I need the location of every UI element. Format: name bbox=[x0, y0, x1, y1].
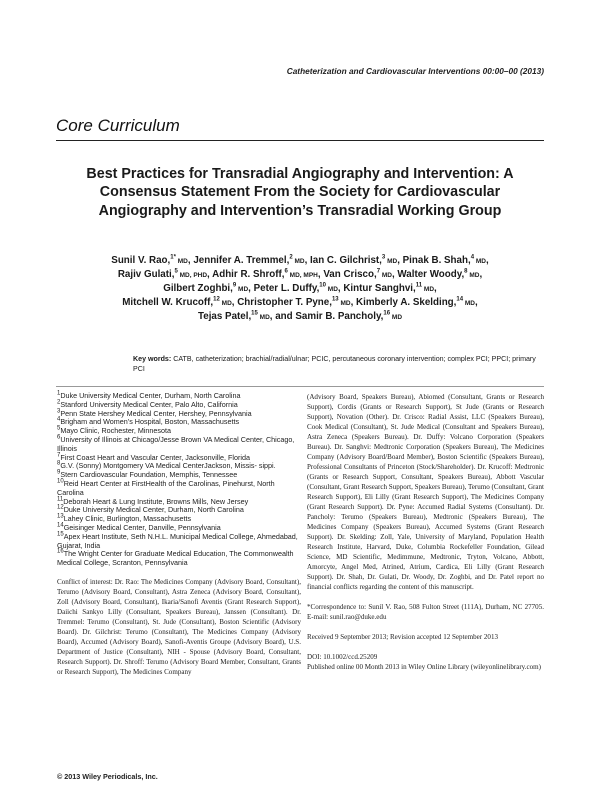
author-degree: MD bbox=[257, 314, 270, 321]
author-degree: MD bbox=[422, 286, 435, 293]
author-name: Gilbert Zoghbi, bbox=[163, 283, 233, 294]
author-name: Sunil V. Rao, bbox=[111, 255, 171, 266]
keywords-label: Key words: bbox=[133, 355, 172, 363]
author-degree: MD bbox=[292, 258, 305, 265]
journal-header: Catheterization and Cardiovascular Interventions 00:00–00 (2013) bbox=[286, 66, 544, 76]
author-name: Kintur Sanghvi, bbox=[343, 283, 416, 294]
affiliation-number: 1 bbox=[57, 390, 61, 397]
author bbox=[111, 255, 188, 266]
author-affiliation-number: 11 bbox=[415, 282, 423, 289]
affiliation-text: University of Illinois at Chicago/Jesse Brown VA Medical Center, Chicago, Illinois bbox=[57, 434, 295, 453]
author-affiliation-number: 2 bbox=[289, 254, 293, 261]
received-dates: Received 9 September 2013; Revision accepted 12 September 2013 bbox=[307, 633, 498, 641]
author-affiliation-number: 16 bbox=[383, 310, 391, 317]
affiliation-number: 5 bbox=[57, 425, 61, 432]
author-name: Jennifer A. Tremmel, bbox=[193, 255, 290, 266]
conflict-continued: (Advisory Board, Speakers Bureau), Abiomed (Consultant, Grants or Research Support), Cordis (Grants or Research Support), St Jude (Grants or Research Support), Novation (Other). Dr. Crisco: Radial Assist, LLC (Speakers Bureau), Cook Medical (Consultant), St. Jude Medical (Consultant and Speakers Bureau), Astra Zeneca (Speakers Bureau). Dr. Duffy: Volcano Corporation (Speakers Bureau). Dr. Sanghvi: Medtronic Corporation (Speakers Bureau), The Medicines Company (Advisory Board/Board Member), Boston Scientific (Speakers Bureau), Professional Consultants of Princeton (Stock/Shareholder). Dr. Krucoff: Medtronic (Grants or Research Support, Consultant, Speakers Bureau), Abbott Vascular (Consultant, Grant Research Support, Speakers Bureau), Terumo (Consultant, Grant Research Support), Eli Lilly (Grant Research Support), The Medicines Company (Grant Research Support). Dr. Pyne: Accumed Radial Systems (Consultant). Dr. Pancholy: Terumo (Speakers Bureau), Medtronic (Speakers Bureau), The Medicines Company (Speakers Bureau), Accumed Systems (Grant Research Support). Dr. Skelding: Zoll, Yale, University of Maryland, Population Health Research Institute, Harvard, Duke, Columbia Rockefeller Foundation, Gilead Science, MD Scientific, Medimmune, Medtronic, Tryton, Volcano, Abbott, Amorcyte, Angel Med, Atrined, Atrium, Cardica, Eli Lilly (Grant Research Support). Dr. Shah, Dr. Gulati, Dr. Woody, Dr. Zoghbi, and Dr. Patel report no financial conflicts regarding the content of this manuscript. bbox=[307, 393, 544, 591]
author-name: Christopher T. Pyne, bbox=[237, 297, 332, 308]
author-degree: MD bbox=[175, 258, 188, 265]
affiliation-text: G.V. (Sonny) Montgomery VA Medical CenterJackson, Missis- sippi. bbox=[60, 461, 276, 471]
affiliation-number: 15 bbox=[57, 531, 64, 538]
affiliation-number: 3 bbox=[57, 408, 61, 415]
affiliation-text: Lahey Clinic, Burlington, Massachusetts bbox=[63, 514, 192, 524]
header-rule bbox=[56, 140, 544, 141]
author bbox=[237, 297, 350, 308]
author-name: Mitchell W. Krucoff, bbox=[122, 297, 214, 308]
author-name: Kimberly A. Skelding, bbox=[356, 297, 457, 308]
affiliation-number: 8 bbox=[57, 460, 61, 467]
author-line: Gilbert Zoghbi,$^9$ MD, Peter L. Duffy,$^{10}$ MD, Kintur Sanghvi,$^{11}$ MD, bbox=[163, 282, 437, 294]
author bbox=[122, 297, 232, 308]
affiliation-number: 2 bbox=[57, 399, 61, 406]
author-degree: MD bbox=[325, 286, 338, 293]
author-affiliation-number: 8 bbox=[464, 268, 468, 275]
author-affiliation-number: 15 bbox=[251, 310, 258, 317]
affiliation-number: 16 bbox=[57, 548, 64, 555]
author bbox=[343, 283, 434, 294]
author-name: Van Crisco, bbox=[323, 269, 377, 280]
author bbox=[323, 269, 392, 280]
author-name: Ian C. Gilchrist, bbox=[310, 255, 382, 266]
author bbox=[397, 269, 479, 280]
affiliation-number: 13 bbox=[57, 513, 64, 520]
author-name: Adhir R. Shroff, bbox=[212, 269, 285, 280]
affiliation-text: Apex Heart Institute, Seth N.H.L. Municipal Medical College, Ahmedabad, Gujarat, India bbox=[57, 531, 298, 550]
affiliation-number: 11 bbox=[57, 496, 64, 503]
affiliation-item bbox=[57, 533, 300, 551]
author-degree: MD bbox=[390, 314, 403, 321]
author bbox=[310, 255, 397, 266]
affiliation-text: Mayo Clinic, Rochester, Minnesota bbox=[60, 426, 171, 436]
affiliation-text: Stanford University Medical Center, Palo Alto, California bbox=[60, 399, 238, 409]
affiliation-number: 14 bbox=[57, 522, 64, 529]
correspondence: *Correspondence to: Sunil V. Rao, 508 Fulton Street (111A), Durham, NC 27705. E-mail: sunil.rao@duke.edu bbox=[307, 603, 544, 621]
author-affiliation-number: 6 bbox=[284, 268, 288, 275]
author bbox=[403, 255, 486, 266]
copyright: © 2013 Wiley Periodicals, Inc. bbox=[57, 772, 158, 781]
affiliation-number: 9 bbox=[57, 469, 61, 476]
author-name: Tejas Patel, bbox=[197, 311, 252, 322]
author bbox=[275, 311, 402, 322]
author bbox=[163, 283, 248, 294]
author-affiliation-number: 3 bbox=[381, 254, 386, 261]
affiliation-number: 7 bbox=[57, 452, 61, 459]
author-affiliation-number: 4 bbox=[470, 254, 475, 261]
author-degree: MD bbox=[380, 272, 392, 279]
author-affiliation-number: 13 bbox=[331, 296, 339, 303]
author-degree: MD bbox=[385, 258, 398, 265]
author-name: and Samir B. Pancholy, bbox=[275, 311, 384, 322]
author-name: Pinak B. Shah, bbox=[402, 255, 471, 266]
author-degree: MD bbox=[463, 300, 475, 307]
keywords bbox=[133, 354, 543, 375]
affiliation-text: Stern Cardiovascular Foundation, Memphis, Tennessee bbox=[60, 470, 238, 480]
affiliations bbox=[57, 392, 300, 568]
author-degree: MD bbox=[338, 300, 351, 307]
author bbox=[193, 255, 304, 266]
author-line: Tejas Patel,$^{15}$ MD, and Samir B. Pancholy,$^{16}$ MD bbox=[197, 310, 403, 322]
author bbox=[356, 297, 475, 308]
doi: DOI: 10.1002/ccd.25209 bbox=[307, 653, 378, 661]
affiliation-text: Geisinger Medical Center, Danville, Pennsylvania bbox=[63, 522, 221, 532]
author-line: Sunil V. Rao,$^{1*}$ MD, Jennifer A. Tremmel,$^2$ MD, Ian C. Gilchrist,$^3$ MD, Pinak B. Shah,$^4$ MD, bbox=[111, 254, 489, 266]
keywords-text: CATB, catheterization; brachial/radial/ulnar; PCIC, percutaneous coronary intervention; complex PCI; PPCI; primary PCI bbox=[133, 355, 536, 374]
affiliation-number: 12 bbox=[57, 504, 64, 511]
affiliation-text: First Coast Heart and Vascular Center, Jacksonville, Florida bbox=[60, 452, 250, 462]
author-degree: MD, MPH bbox=[287, 272, 318, 279]
author-list bbox=[70, 254, 530, 324]
affiliation-text: Deborah Heart & Lung Institute, Browns Mills, New Jersey bbox=[63, 496, 249, 506]
author-affiliation-number: 14 bbox=[456, 296, 464, 303]
author-affiliation-number: 5 bbox=[174, 268, 178, 275]
author-line: Rajiv Gulati,$^5$ MD, PHD, Adhir R. Shroff,$^6$ MD, MPH, Van Crisco,$^7$ MD, Walter Woody,$^8$ MD, bbox=[117, 268, 483, 280]
author bbox=[198, 311, 270, 322]
author-degree: MD bbox=[219, 300, 232, 307]
article-title: Best Practices for Transradial Angiography and Intervention: A Consensus Statement From the Society for Cardiovascular Angiography and Intervention’s Transradial Working Group bbox=[86, 166, 514, 219]
author-degree: MD bbox=[467, 272, 480, 279]
published-online: Published online 00 Month 2013 in Wiley Online Library (wileyonlinelibrary.com) bbox=[307, 663, 541, 671]
author bbox=[118, 269, 207, 280]
affiliation-item bbox=[57, 436, 300, 454]
conflict-of-interest: Conflict of interest: Dr. Rao: The Medicines Company (Advisory Board, Consultant), Terumo (Advisory Board, Consultant), Astra Zeneca (Advisory Board, Consultant), Zoll (Advisory Board, Consultant), Ikaria/Sanofi Aventis (Grant Research Support), Daiichi Sankyo Lilly (Consultant, Speakers Bureau), Janssen (Consultant). Dr. Tremmel: Terumo (Consultant), St. Jude (Consultant), Boston Scientific (Advisory Board). Dr. Gilchrist: Terumo (Consultant), The Medicines Company (Advisory Board), Accumed (Advisory Board), Sanofi-Aventis Groupe (Advisory Board), U.S. Department of Justice (Consultant), NIH - Spouse (Advisory Board, Consultant, Research Support). Dr. Shroff: Terumo (Advisory Board Member, Consultant, Grants or Research Support), The Medicines Company bbox=[57, 578, 301, 676]
affiliation-text: The Wright Center for Graduate Medical Education, The Commonwealth Medical College, Scranton, Pennsylvania bbox=[57, 549, 294, 568]
affiliation-text: Reid Heart Center at FirstHealth of the Carolinas, Pinehurst, North Carolina bbox=[57, 478, 275, 497]
section-label: Core Curriculum bbox=[56, 116, 180, 135]
affiliation-text: Duke University Medical Center, Durham, North Carolina bbox=[60, 391, 241, 400]
affiliation-number: 6 bbox=[57, 434, 61, 441]
author-degree: MD, PHD bbox=[177, 272, 208, 279]
author-degree: MD bbox=[236, 286, 249, 293]
affiliation-text: Penn State Hershey Medical Center, Hershey, Pennsylvania bbox=[60, 408, 252, 418]
author-affiliation-number: 1* bbox=[170, 254, 176, 261]
affiliation-number: 4 bbox=[57, 417, 61, 423]
author-degree: MD bbox=[474, 258, 486, 265]
author-affiliation-number: 7 bbox=[376, 268, 381, 275]
author-affiliation-number: 10 bbox=[319, 282, 326, 289]
author bbox=[254, 283, 338, 294]
author-name: Walter Woody, bbox=[397, 269, 465, 280]
author-line: Mitchell W. Krucoff,$^{12}$ MD, Christopher T. Pyne,$^{13}$ MD, Kimberly A. Skelding,$^{14}$ MD, bbox=[122, 296, 478, 308]
section-divider bbox=[56, 386, 544, 387]
author-name: Peter L. Duffy, bbox=[253, 283, 320, 294]
affiliation-number: 10 bbox=[57, 478, 64, 485]
author-affiliation-number: 12 bbox=[213, 296, 220, 303]
affiliation-text: Brigham and Women’s Hospital, Boston, Massachusetts bbox=[60, 417, 240, 427]
affiliation-item bbox=[57, 550, 300, 568]
author bbox=[212, 269, 318, 280]
affiliation-item bbox=[57, 480, 300, 498]
affiliation-text: Duke University Medical Center, Durham, North Carolina bbox=[63, 505, 244, 515]
author-affiliation-number: 9 bbox=[232, 282, 237, 289]
author-name: Rajiv Gulati, bbox=[117, 269, 175, 280]
right-column bbox=[307, 392, 544, 672]
